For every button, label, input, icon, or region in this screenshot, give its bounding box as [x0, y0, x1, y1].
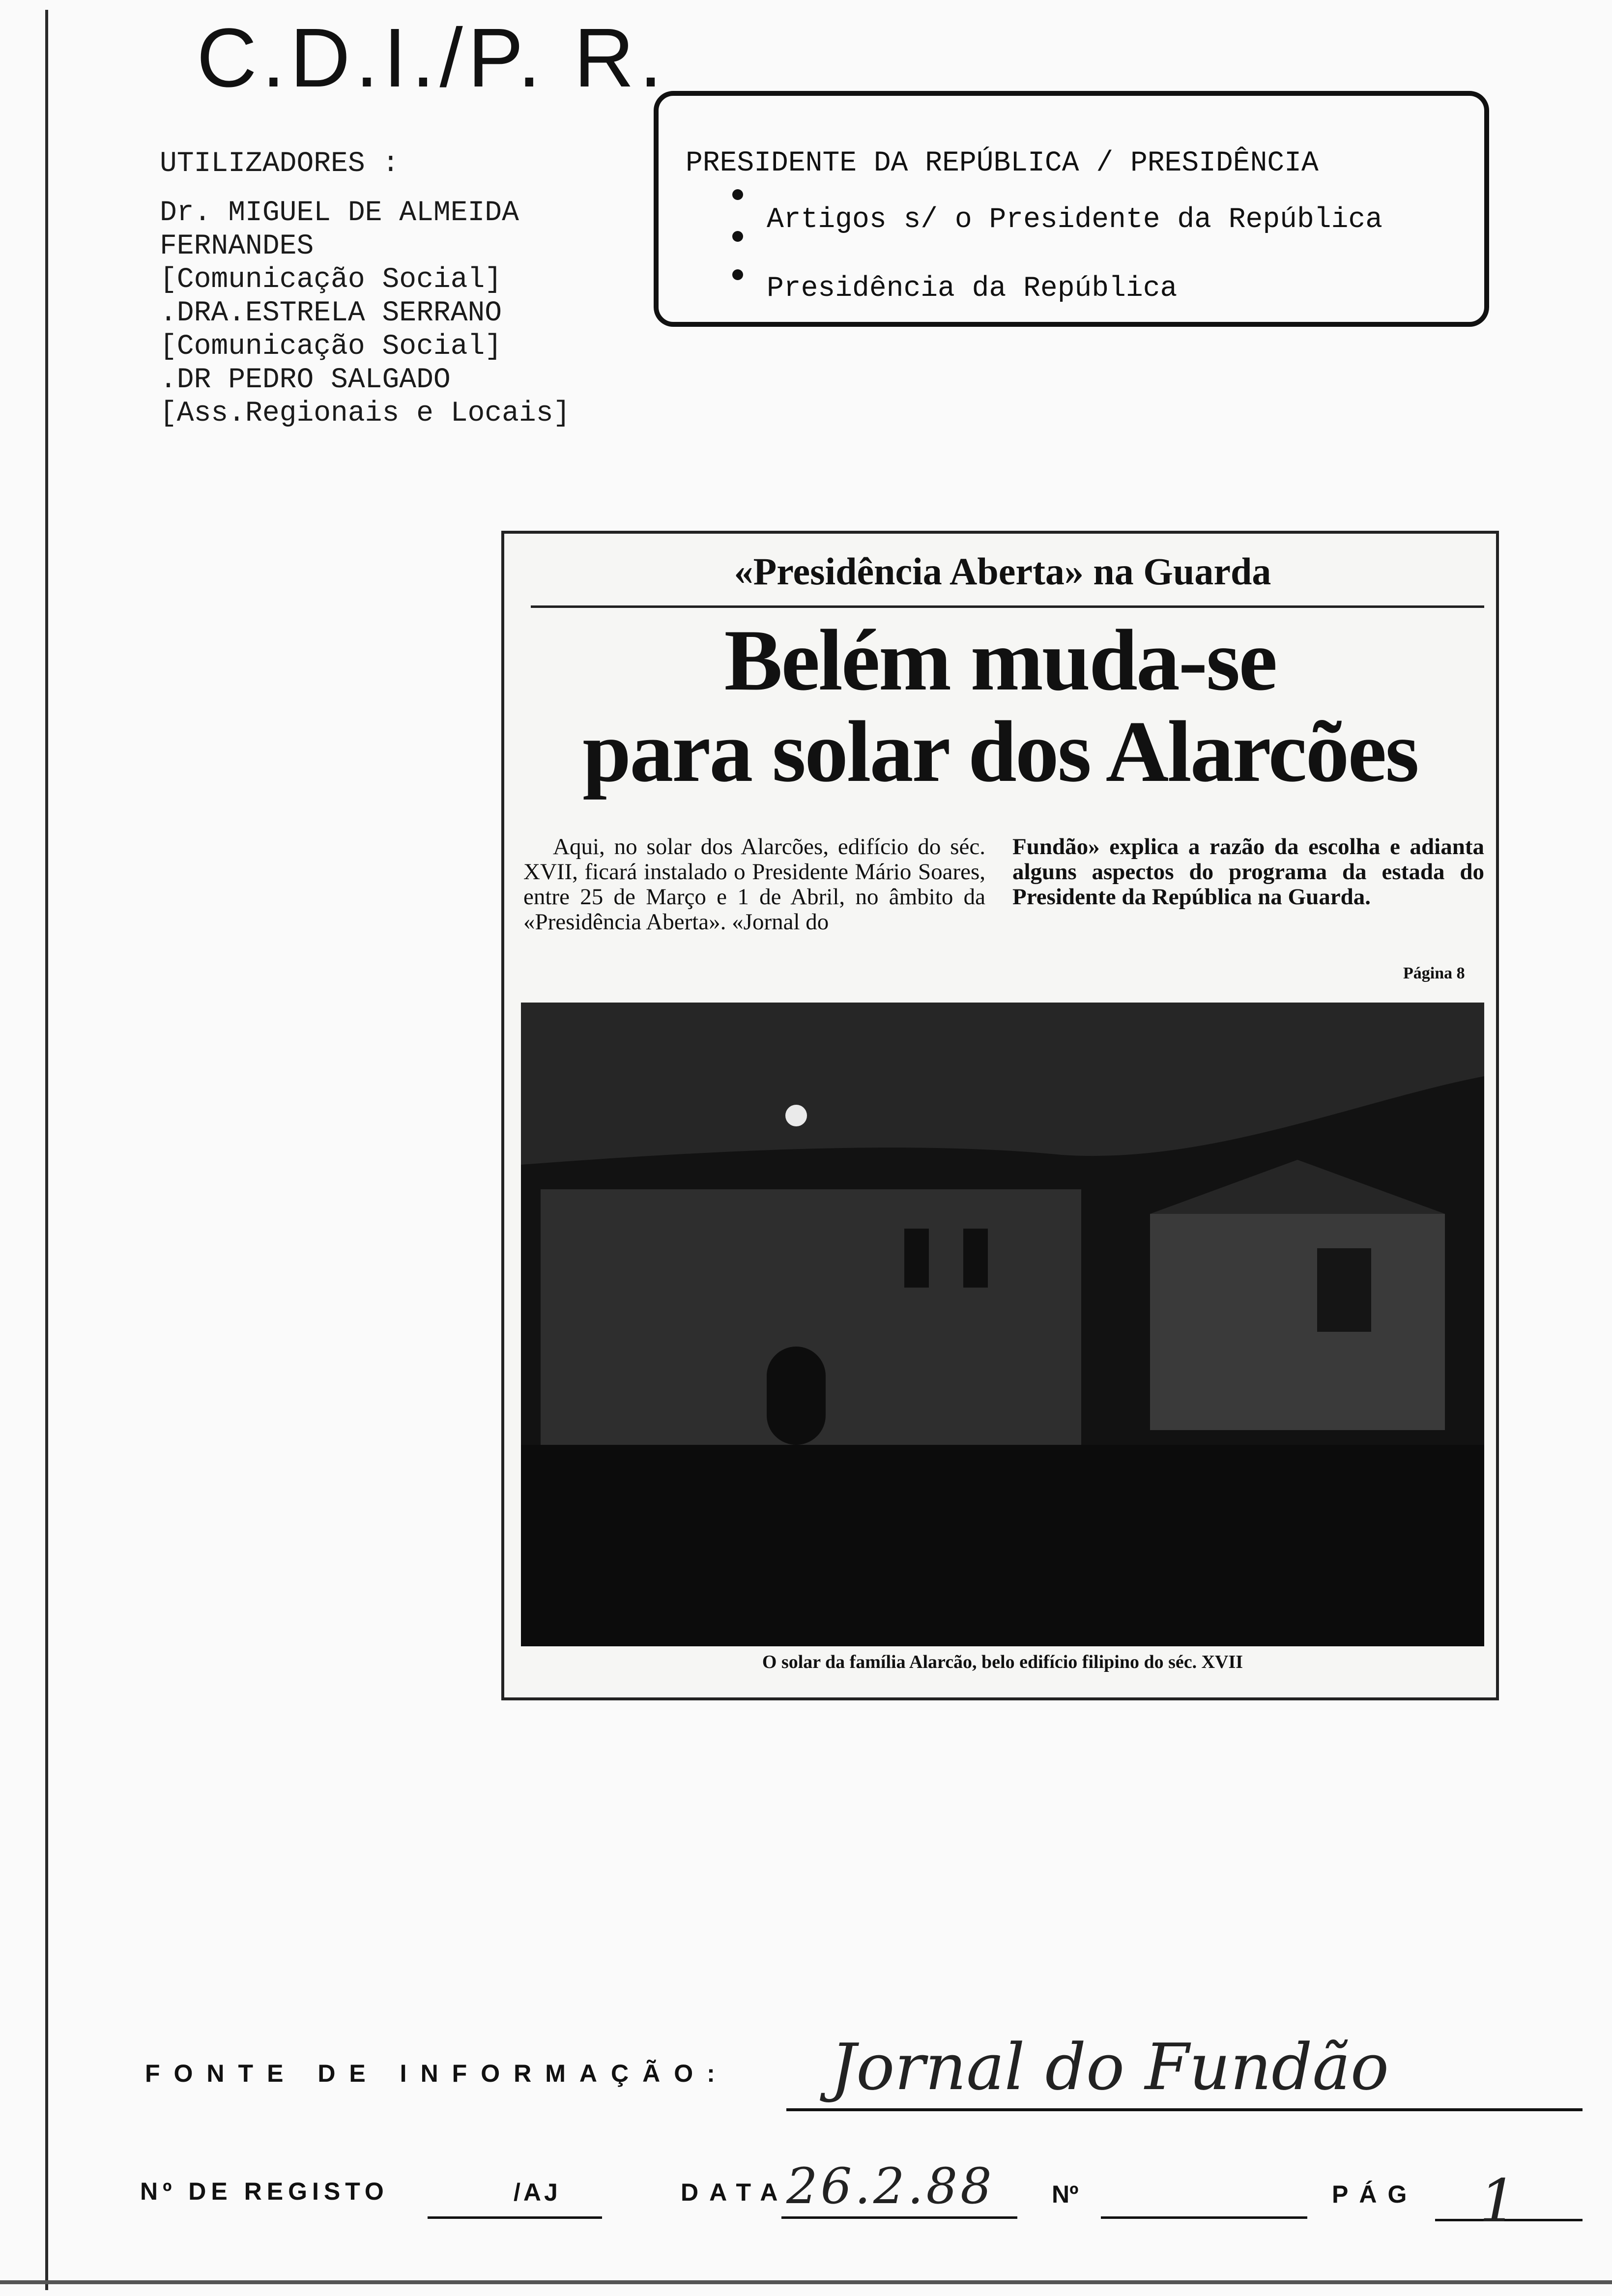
headline-line-2: para solar dos Alarcões	[582, 703, 1418, 800]
registo-label: Nº DE REGISTO	[140, 2178, 389, 2205]
fonte-label: FONTE DE INFORMAÇÃO:	[145, 2060, 729, 2087]
registo-value: /AJ	[514, 2179, 561, 2206]
article-column-1: Aqui, no solar dos Alarcões, edifício do séc. XVII, ficará instalado o Presidente Mário Soares, entre 25 de Março e 1 de Abril, no âmbito da «Presidência Aberta». «Jornal do	[523, 834, 985, 935]
user-2-dept: [Comunicação Social]	[160, 331, 502, 363]
user-1-name-line1: Dr. MIGUEL DE ALMEIDA	[160, 197, 519, 229]
numero-underline	[1101, 2216, 1307, 2219]
numero-label: Nº	[1052, 2181, 1079, 2208]
registo-underline	[428, 2216, 602, 2219]
article-photo	[521, 1003, 1484, 1646]
pag-handwritten-value: 1	[1479, 2167, 1517, 2236]
users-block	[160, 147, 570, 430]
solar-building-photo	[521, 1003, 1484, 1646]
users-label: UTILIZADORES :	[160, 148, 400, 180]
document-header-title: C.D.I./P. R.	[197, 11, 667, 105]
classification-title: PRESIDENTE DA REPÚBLICA / PRESIDÊNCIA	[686, 147, 1319, 179]
pag-label: PÁG	[1332, 2181, 1418, 2208]
user-1-name-line2: FERNANDES	[160, 230, 314, 262]
bullet-icon	[732, 269, 743, 280]
fonte-handwritten-value: Jornal do Fundão	[831, 2030, 1389, 2104]
bottom-rule	[0, 2280, 1612, 2284]
left-margin-line	[45, 10, 48, 2290]
user-1-dept: [Comunicação Social]	[160, 264, 502, 296]
classification-item-2: Presidência da República	[767, 273, 1178, 305]
fonte-underline	[786, 2108, 1583, 2111]
user-3-dept: [Ass.Regionais e Locais]	[160, 398, 571, 430]
article-column-2: Fundão» explica a razão da escolha e adianta alguns aspectos do programa da estada do Presidente da República na Guarda.	[1012, 834, 1484, 910]
data-label: DATA	[681, 2179, 789, 2206]
page-reference: Página 8	[1403, 964, 1465, 982]
clipping-headline	[511, 611, 1489, 800]
clipping-kicker: «Presidência Aberta» na Guarda	[734, 550, 1271, 593]
classification-item-1: Artigos s/ o Presidente da República	[767, 204, 1383, 236]
photo-caption: O solar da família Alarcão, belo edifício filipino do séc. XVII	[762, 1652, 1243, 1672]
bullet-icon	[732, 231, 743, 242]
headline-line-1: Belém muda-se	[724, 611, 1276, 709]
bullet-icon	[732, 189, 743, 200]
user-3-name: .DR PEDRO SALGADO	[160, 364, 451, 396]
kicker-rule	[531, 605, 1484, 608]
user-2-name: .DRA.ESTRELA SERRANO	[160, 297, 502, 329]
data-underline	[781, 2216, 1017, 2219]
data-handwritten-value: 26.2.88	[786, 2157, 995, 2215]
